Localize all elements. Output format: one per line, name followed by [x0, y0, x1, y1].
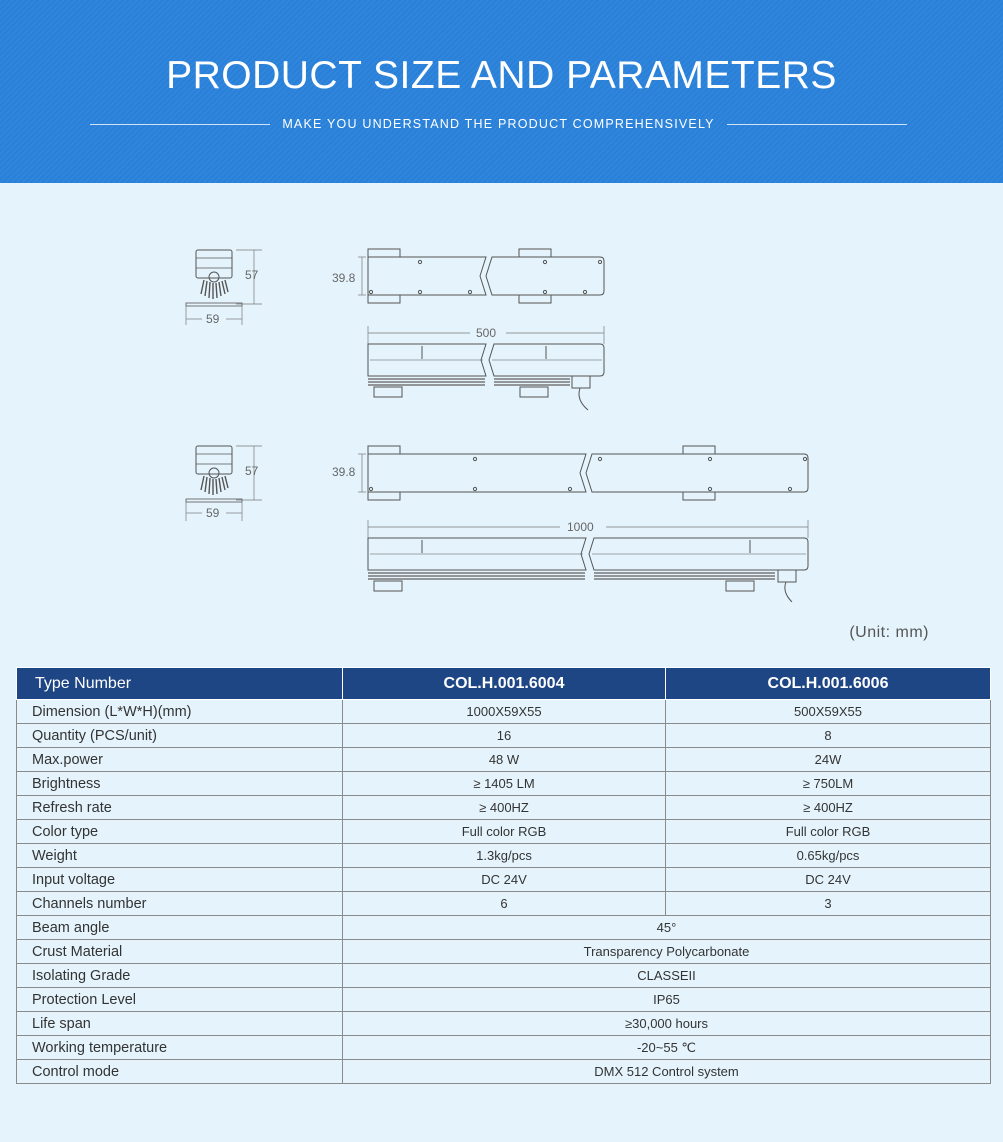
front-view-1000 — [368, 538, 808, 602]
row-label: Crust Material — [17, 940, 343, 964]
table-row — [17, 772, 991, 796]
width-dim-1000: 59 — [206, 506, 220, 520]
value-shared: ≥30,000 hours — [343, 1012, 991, 1036]
row-label: Color type — [17, 820, 343, 844]
row-label: Working temperature — [17, 1036, 343, 1060]
value-model-a: 6 — [343, 892, 666, 916]
value-shared: 45° — [343, 916, 991, 940]
spec-table — [16, 667, 991, 1084]
row-label: Channels number — [17, 892, 343, 916]
value-model-a: ≥ 400HZ — [343, 796, 666, 820]
profile-dim-500: 39.8 — [332, 271, 356, 285]
row-label: Refresh rate — [17, 796, 343, 820]
page-title: PRODUCT SIZE AND PARAMETERS — [166, 54, 837, 97]
top-view-500 — [358, 249, 604, 303]
row-label: Protection Level — [17, 988, 343, 1012]
value-model-b: ≥ 750LM — [666, 772, 991, 796]
table-row — [17, 748, 991, 772]
value-shared: DMX 512 Control system — [343, 1060, 991, 1084]
value-model-a: Full color RGB — [343, 820, 666, 844]
header-model-b: COL.H.001.6006 — [666, 668, 991, 700]
row-label: Dimension (L*W*H)(mm) — [17, 700, 343, 724]
subtitle-divider-right — [727, 124, 907, 125]
row-label: Beam angle — [17, 916, 343, 940]
row-label: Isolating Grade — [17, 964, 343, 988]
table-row — [17, 1060, 991, 1084]
table-row — [17, 868, 991, 892]
subtitle-row — [90, 115, 907, 133]
height-dim-500: 57 — [245, 268, 259, 282]
row-label: Brightness — [17, 772, 343, 796]
height-dim-1000: 57 — [245, 464, 259, 478]
length-dim-1000: 1000 — [567, 520, 594, 534]
header-type-number: Type Number — [17, 668, 343, 700]
table-row — [17, 940, 991, 964]
table-row — [17, 820, 991, 844]
front-view-500 — [368, 344, 604, 410]
side-view-1000 — [186, 446, 262, 521]
value-model-a: 16 — [343, 724, 666, 748]
side-view-500 — [186, 250, 262, 325]
table-row — [17, 844, 991, 868]
value-model-b: 8 — [666, 724, 991, 748]
top-view-1000 — [358, 446, 808, 500]
value-model-b: ≥ 400HZ — [666, 796, 991, 820]
profile-dim-1000: 39.8 — [332, 465, 356, 479]
table-row — [17, 724, 991, 748]
value-model-b: Full color RGB — [666, 820, 991, 844]
value-model-b: DC 24V — [666, 868, 991, 892]
value-model-b: 3 — [666, 892, 991, 916]
row-label: Weight — [17, 844, 343, 868]
table-row — [17, 916, 991, 940]
row-label: Max.power — [17, 748, 343, 772]
table-row — [17, 892, 991, 916]
value-shared: Transparency Polycarbonate — [343, 940, 991, 964]
value-model-a: ≥ 1405 LM — [343, 772, 666, 796]
header-banner — [0, 0, 1003, 183]
header-model-a: COL.H.001.6004 — [343, 668, 666, 700]
value-model-a: DC 24V — [343, 868, 666, 892]
technical-drawing — [0, 230, 1003, 620]
unit-note: (Unit: mm) — [849, 624, 929, 641]
row-label: Control mode — [17, 1060, 343, 1084]
table-row — [17, 1012, 991, 1036]
value-model-a: 48 W — [343, 748, 666, 772]
length-dim-500: 500 — [476, 326, 497, 340]
value-model-a: 1.3kg/pcs — [343, 844, 666, 868]
table-row — [17, 988, 991, 1012]
table-row — [17, 796, 991, 820]
value-model-b: 24W — [666, 748, 991, 772]
row-label: Input voltage — [17, 868, 343, 892]
page-subtitle: MAKE YOU UNDERSTAND THE PRODUCT COMPREHENSIVELY — [282, 117, 715, 131]
value-shared: IP65 — [343, 988, 991, 1012]
row-label: Quantity (PCS/unit) — [17, 724, 343, 748]
value-model-b: 0.65kg/pcs — [666, 844, 991, 868]
value-model-b: 500X59X55 — [666, 700, 991, 724]
subtitle-divider-left — [90, 124, 270, 125]
width-dim-500: 59 — [206, 312, 220, 326]
value-shared: CLASSEII — [343, 964, 991, 988]
table-row — [17, 1036, 991, 1060]
value-shared: -20~55 ℃ — [343, 1036, 991, 1060]
table-header-row — [17, 668, 991, 700]
table-row — [17, 700, 991, 724]
value-model-a: 1000X59X55 — [343, 700, 666, 724]
table-row — [17, 964, 991, 988]
row-label: Life span — [17, 1012, 343, 1036]
